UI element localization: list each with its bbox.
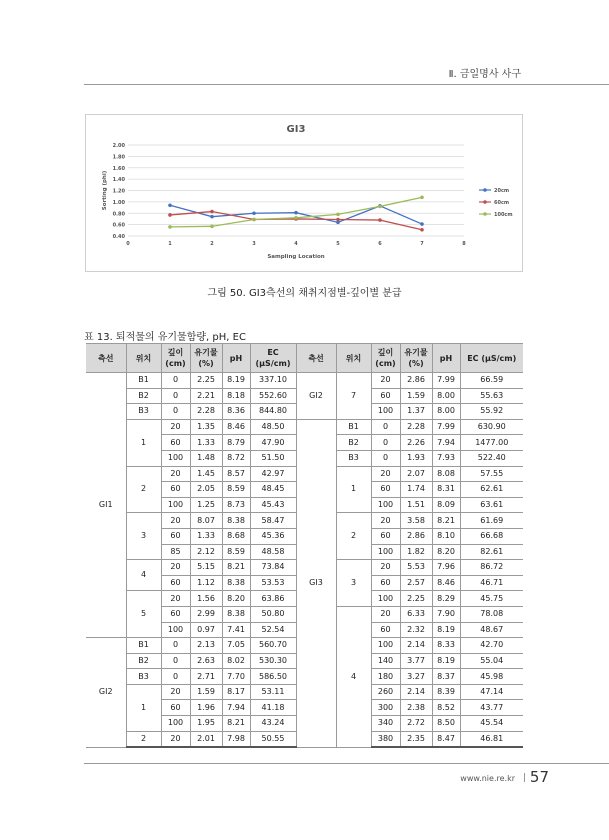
depth-cell: 60 bbox=[371, 575, 400, 591]
depth-cell: 60 bbox=[161, 575, 190, 591]
depth-cell: 100 bbox=[161, 622, 190, 638]
ec-cell: 552.60 bbox=[250, 388, 296, 404]
organic-cell: 1.12 bbox=[190, 575, 222, 591]
position-cell: 3 bbox=[336, 560, 371, 607]
ph-cell: 8.38 bbox=[222, 575, 250, 591]
ec-cell: 73.84 bbox=[250, 560, 296, 576]
depth-cell: 100 bbox=[371, 497, 400, 513]
legend-label: 20cm bbox=[494, 188, 510, 194]
organic-cell: 2.07 bbox=[400, 466, 432, 482]
position-cell: 4 bbox=[126, 560, 161, 591]
depth-cell: 100 bbox=[371, 544, 400, 560]
ec-cell: 50.80 bbox=[250, 606, 296, 622]
organic-cell: 2.26 bbox=[400, 435, 432, 451]
ec-cell: 41.18 bbox=[250, 700, 296, 716]
depth-cell: 60 bbox=[161, 482, 190, 498]
ph-cell: 7.41 bbox=[222, 622, 250, 638]
ec-cell: 53.11 bbox=[250, 684, 296, 700]
organic-cell: 2.38 bbox=[400, 700, 432, 716]
ph-cell: 7.94 bbox=[432, 435, 460, 451]
depth-cell: 0 bbox=[161, 653, 190, 669]
depth-cell: 20 bbox=[161, 419, 190, 435]
ph-cell: 8.00 bbox=[432, 388, 460, 404]
x-tick-label: 6 bbox=[378, 241, 382, 247]
ec-cell: 51.50 bbox=[250, 450, 296, 466]
x-axis-label: Sampling Location bbox=[267, 254, 325, 260]
y-tick-label: 1.60 bbox=[112, 165, 125, 172]
y-tick-label: 1.80 bbox=[112, 154, 125, 161]
data-point-100cm bbox=[252, 218, 256, 222]
position-cell: 4 bbox=[336, 606, 371, 747]
chart-container bbox=[85, 114, 523, 272]
page-number: 57 bbox=[529, 768, 549, 786]
organic-cell: 1.59 bbox=[400, 388, 432, 404]
position-cell: B2 bbox=[126, 653, 161, 669]
y-tick-label: 1.20 bbox=[112, 188, 125, 195]
ec-cell: 630.90 bbox=[460, 419, 523, 435]
x-tick-label: 4 bbox=[294, 241, 298, 247]
header-position: 위치 bbox=[336, 344, 371, 373]
organic-cell: 3.77 bbox=[400, 653, 432, 669]
organic-cell: 2.28 bbox=[190, 404, 222, 420]
depth-cell: 20 bbox=[371, 373, 400, 389]
data-point-60cm bbox=[420, 228, 424, 232]
table-caption: 표 13. 퇴적물의 유기물함량, pH, EC bbox=[84, 332, 246, 343]
depth-cell: 300 bbox=[371, 700, 400, 716]
y-tick-label: 1.00 bbox=[112, 199, 125, 206]
depth-cell: 380 bbox=[371, 731, 400, 747]
ph-cell: 8.73 bbox=[222, 497, 250, 513]
ph-cell: 8.39 bbox=[432, 684, 460, 700]
header-depth: 깊이 (cm) bbox=[161, 344, 190, 373]
ec-cell: 1477.00 bbox=[460, 435, 523, 451]
depth-cell: 20 bbox=[161, 591, 190, 607]
y-tick-label: 0.80 bbox=[112, 211, 125, 218]
ec-cell: 48.45 bbox=[250, 482, 296, 498]
ph-cell: 7.99 bbox=[432, 419, 460, 435]
ph-cell: 8.46 bbox=[432, 575, 460, 591]
data-point-20cm bbox=[294, 211, 298, 215]
table-row bbox=[86, 373, 523, 389]
ec-cell: 48.58 bbox=[250, 544, 296, 560]
depth-cell: 60 bbox=[371, 622, 400, 638]
organic-cell: 1.37 bbox=[400, 404, 432, 420]
header-depth: 깊이 (cm) bbox=[371, 344, 400, 373]
position-cell: 2 bbox=[126, 731, 161, 747]
organic-cell: 1.48 bbox=[190, 450, 222, 466]
depth-cell: 0 bbox=[161, 669, 190, 685]
ph-cell: 7.94 bbox=[222, 700, 250, 716]
sediment-data-table bbox=[86, 343, 523, 748]
organic-cell: 2.86 bbox=[400, 373, 432, 389]
ph-cell: 7.93 bbox=[432, 450, 460, 466]
depth-cell: 0 bbox=[371, 419, 400, 435]
organic-cell: 2.14 bbox=[400, 684, 432, 700]
x-tick-label: 1 bbox=[168, 241, 172, 247]
footer-url: www.nie.re.kr bbox=[460, 774, 515, 783]
position-cell: B1 bbox=[126, 638, 161, 654]
data-point-20cm bbox=[168, 203, 172, 207]
legend-label: 100cm bbox=[494, 212, 513, 218]
ec-cell: 844.80 bbox=[250, 404, 296, 420]
position-cell: 1 bbox=[336, 466, 371, 513]
data-point-20cm bbox=[252, 211, 256, 215]
ph-cell: 8.47 bbox=[432, 731, 460, 747]
ec-cell: 48.67 bbox=[460, 622, 523, 638]
ph-cell: 8.46 bbox=[222, 419, 250, 435]
depth-cell: 60 bbox=[371, 482, 400, 498]
ec-cell: 43.77 bbox=[460, 700, 523, 716]
depth-cell: 20 bbox=[161, 466, 190, 482]
ec-cell: 66.59 bbox=[460, 373, 523, 389]
transect-cell: GI2 bbox=[86, 638, 126, 748]
ec-cell: 55.04 bbox=[460, 653, 523, 669]
ph-cell: 8.57 bbox=[222, 466, 250, 482]
ec-cell: 45.75 bbox=[460, 591, 523, 607]
header-transect: 측선 bbox=[296, 344, 336, 373]
ph-cell: 8.08 bbox=[432, 466, 460, 482]
organic-cell: 8.07 bbox=[190, 513, 222, 529]
legend-marker-60cm bbox=[483, 200, 487, 204]
ph-cell: 7.70 bbox=[222, 669, 250, 685]
legend-marker-100cm bbox=[483, 212, 487, 216]
ph-cell: 8.20 bbox=[432, 544, 460, 560]
depth-cell: 60 bbox=[161, 606, 190, 622]
organic-cell: 2.99 bbox=[190, 606, 222, 622]
footer-separator: | bbox=[522, 773, 526, 783]
depth-cell: 60 bbox=[371, 388, 400, 404]
ph-cell: 8.19 bbox=[222, 373, 250, 389]
organic-cell: 2.01 bbox=[190, 731, 222, 747]
depth-cell: 60 bbox=[161, 435, 190, 451]
ph-cell: 8.52 bbox=[432, 700, 460, 716]
ph-cell: 7.05 bbox=[222, 638, 250, 654]
position-cell: B1 bbox=[126, 373, 161, 389]
ec-cell: 66.68 bbox=[460, 528, 523, 544]
ph-cell: 8.09 bbox=[432, 497, 460, 513]
ec-cell: 45.36 bbox=[250, 528, 296, 544]
position-cell: B3 bbox=[336, 450, 371, 466]
position-cell: 7 bbox=[336, 373, 371, 420]
depth-cell: 100 bbox=[371, 591, 400, 607]
y-axis-label: Sorting (phi) bbox=[102, 170, 108, 211]
ec-cell: 52.54 bbox=[250, 622, 296, 638]
header-ec: EC (μS/cm) bbox=[460, 344, 523, 373]
x-tick-label: 5 bbox=[336, 241, 340, 247]
depth-cell: 0 bbox=[161, 373, 190, 389]
ph-cell: 7.96 bbox=[432, 560, 460, 576]
organic-cell: 2.72 bbox=[400, 716, 432, 732]
chart-title: GI3 bbox=[286, 124, 306, 135]
ph-cell: 8.21 bbox=[432, 513, 460, 529]
depth-cell: 100 bbox=[371, 404, 400, 420]
position-cell: B2 bbox=[336, 435, 371, 451]
position-cell: 5 bbox=[126, 591, 161, 638]
organic-cell: 2.71 bbox=[190, 669, 222, 685]
ec-cell: 58.47 bbox=[250, 513, 296, 529]
data-point-100cm bbox=[168, 225, 172, 229]
header-divider bbox=[84, 84, 609, 85]
organic-cell: 1.59 bbox=[190, 684, 222, 700]
depth-cell: 20 bbox=[371, 513, 400, 529]
section-title: Ⅱ. 금일명사 사구 bbox=[448, 69, 521, 80]
ph-cell: 8.38 bbox=[222, 606, 250, 622]
x-tick-label: 2 bbox=[210, 241, 214, 247]
sorting-line-chart bbox=[86, 115, 522, 271]
data-point-20cm bbox=[420, 222, 424, 226]
depth-cell: 20 bbox=[161, 560, 190, 576]
organic-cell: 2.57 bbox=[400, 575, 432, 591]
organic-cell: 3.58 bbox=[400, 513, 432, 529]
ph-cell: 8.21 bbox=[222, 560, 250, 576]
transect-cell: GI3 bbox=[296, 419, 336, 747]
ec-cell: 46.81 bbox=[460, 731, 523, 747]
position-cell: B2 bbox=[126, 388, 161, 404]
depth-cell: 20 bbox=[161, 684, 190, 700]
organic-cell: 1.35 bbox=[190, 419, 222, 435]
ec-cell: 55.63 bbox=[460, 388, 523, 404]
depth-cell: 180 bbox=[371, 669, 400, 685]
ph-cell: 8.79 bbox=[222, 435, 250, 451]
ec-cell: 47.90 bbox=[250, 435, 296, 451]
y-tick-label: 0.60 bbox=[112, 222, 125, 229]
ph-cell: 8.00 bbox=[432, 404, 460, 420]
ph-cell: 8.10 bbox=[432, 528, 460, 544]
position-cell: 1 bbox=[126, 419, 161, 466]
depth-cell: 140 bbox=[371, 653, 400, 669]
ec-cell: 61.69 bbox=[460, 513, 523, 529]
depth-cell: 60 bbox=[161, 528, 190, 544]
x-tick-label: 8 bbox=[462, 241, 466, 247]
table-header-row bbox=[86, 344, 523, 373]
depth-cell: 100 bbox=[161, 450, 190, 466]
header-position: 위치 bbox=[126, 344, 161, 373]
header-organic: 유기물 (%) bbox=[400, 344, 432, 373]
organic-cell: 2.25 bbox=[190, 373, 222, 389]
depth-cell: 340 bbox=[371, 716, 400, 732]
transect-cell: GI1 bbox=[86, 373, 126, 638]
depth-cell: 0 bbox=[371, 450, 400, 466]
ph-cell: 8.17 bbox=[222, 684, 250, 700]
ec-cell: 45.98 bbox=[460, 669, 523, 685]
position-cell: 2 bbox=[126, 466, 161, 513]
organic-cell: 2.35 bbox=[400, 731, 432, 747]
ph-cell: 8.19 bbox=[432, 622, 460, 638]
position-cell: B1 bbox=[336, 419, 371, 435]
ph-cell: 8.18 bbox=[222, 388, 250, 404]
depth-cell: 60 bbox=[371, 528, 400, 544]
organic-cell: 1.33 bbox=[190, 435, 222, 451]
depth-cell: 0 bbox=[161, 404, 190, 420]
organic-cell: 2.25 bbox=[400, 591, 432, 607]
organic-cell: 0.97 bbox=[190, 622, 222, 638]
ec-cell: 522.40 bbox=[460, 450, 523, 466]
header-ec: EC (μS/cm) bbox=[250, 344, 296, 373]
x-tick-label: 3 bbox=[252, 241, 256, 247]
ec-cell: 47.14 bbox=[460, 684, 523, 700]
ec-cell: 82.61 bbox=[460, 544, 523, 560]
ph-cell: 7.98 bbox=[222, 731, 250, 747]
organic-cell: 1.93 bbox=[400, 450, 432, 466]
header-ph: pH bbox=[432, 344, 460, 373]
organic-cell: 1.51 bbox=[400, 497, 432, 513]
data-point-60cm bbox=[168, 213, 172, 217]
ec-cell: 46.71 bbox=[460, 575, 523, 591]
table-row bbox=[86, 419, 523, 435]
data-point-100cm bbox=[294, 216, 298, 220]
depth-cell: 0 bbox=[161, 388, 190, 404]
header-ph: pH bbox=[222, 344, 250, 373]
ec-cell: 560.70 bbox=[250, 638, 296, 654]
organic-cell: 1.25 bbox=[190, 497, 222, 513]
organic-cell: 5.15 bbox=[190, 560, 222, 576]
data-point-100cm bbox=[210, 225, 214, 229]
transect-cell: GI2 bbox=[296, 373, 336, 420]
ph-cell: 8.50 bbox=[432, 716, 460, 732]
data-point-100cm bbox=[420, 196, 424, 200]
organic-cell: 1.74 bbox=[400, 482, 432, 498]
ph-cell: 8.59 bbox=[222, 544, 250, 560]
depth-cell: 20 bbox=[371, 560, 400, 576]
organic-cell: 1.95 bbox=[190, 716, 222, 732]
ec-cell: 42.70 bbox=[460, 638, 523, 654]
legend-label: 60cm bbox=[494, 200, 510, 206]
ph-cell: 8.21 bbox=[222, 716, 250, 732]
ph-cell: 8.20 bbox=[222, 591, 250, 607]
ph-cell: 8.29 bbox=[432, 591, 460, 607]
ec-cell: 45.54 bbox=[460, 716, 523, 732]
x-tick-label: 0 bbox=[126, 241, 130, 247]
organic-cell: 1.33 bbox=[190, 528, 222, 544]
ph-cell: 8.02 bbox=[222, 653, 250, 669]
ph-cell: 8.31 bbox=[432, 482, 460, 498]
organic-cell: 2.12 bbox=[190, 544, 222, 560]
y-tick-label: 1.40 bbox=[112, 177, 125, 184]
organic-cell: 2.86 bbox=[400, 528, 432, 544]
legend-marker-20cm bbox=[483, 188, 487, 192]
data-point-100cm bbox=[378, 205, 382, 209]
depth-cell: 60 bbox=[161, 700, 190, 716]
depth-cell: 0 bbox=[371, 435, 400, 451]
organic-cell: 3.27 bbox=[400, 669, 432, 685]
y-tick-label: 2.00 bbox=[112, 143, 125, 149]
organic-cell: 6.33 bbox=[400, 606, 432, 622]
data-point-60cm bbox=[336, 218, 340, 222]
ph-cell: 8.19 bbox=[432, 653, 460, 669]
depth-cell: 0 bbox=[161, 638, 190, 654]
organic-cell: 1.96 bbox=[190, 700, 222, 716]
ph-cell: 8.36 bbox=[222, 404, 250, 420]
data-point-20cm bbox=[210, 215, 214, 219]
ec-cell: 50.55 bbox=[250, 731, 296, 747]
ec-cell: 530.30 bbox=[250, 653, 296, 669]
ec-cell: 48.50 bbox=[250, 419, 296, 435]
organic-cell: 5.53 bbox=[400, 560, 432, 576]
ec-cell: 55.92 bbox=[460, 404, 523, 420]
depth-cell: 100 bbox=[161, 497, 190, 513]
ec-cell: 62.61 bbox=[460, 482, 523, 498]
ec-cell: 42.97 bbox=[250, 466, 296, 482]
organic-cell: 1.82 bbox=[400, 544, 432, 560]
ec-cell: 63.61 bbox=[460, 497, 523, 513]
depth-cell: 260 bbox=[371, 684, 400, 700]
position-cell: B3 bbox=[126, 404, 161, 420]
organic-cell: 2.05 bbox=[190, 482, 222, 498]
ph-cell: 8.68 bbox=[222, 528, 250, 544]
depth-cell: 20 bbox=[161, 513, 190, 529]
ec-cell: 586.50 bbox=[250, 669, 296, 685]
ph-cell: 8.38 bbox=[222, 513, 250, 529]
ec-cell: 63.86 bbox=[250, 591, 296, 607]
ec-cell: 43.24 bbox=[250, 716, 296, 732]
x-tick-label: 7 bbox=[420, 241, 424, 247]
ph-cell: 7.90 bbox=[432, 606, 460, 622]
depth-cell: 85 bbox=[161, 544, 190, 560]
depth-cell: 20 bbox=[371, 466, 400, 482]
footer-divider bbox=[84, 763, 609, 764]
header-transect: 측선 bbox=[86, 344, 126, 373]
y-tick-label: 0.40 bbox=[112, 234, 125, 240]
ec-cell: 337.10 bbox=[250, 373, 296, 389]
ph-cell: 8.72 bbox=[222, 450, 250, 466]
ph-cell: 8.33 bbox=[432, 638, 460, 654]
organic-cell: 1.45 bbox=[190, 466, 222, 482]
header-organic: 유기물 (%) bbox=[190, 344, 222, 373]
depth-cell: 100 bbox=[161, 716, 190, 732]
data-point-100cm bbox=[336, 213, 340, 217]
organic-cell: 2.32 bbox=[400, 622, 432, 638]
ph-cell: 8.37 bbox=[432, 669, 460, 685]
ec-cell: 78.08 bbox=[460, 606, 523, 622]
position-cell: B3 bbox=[126, 669, 161, 685]
ph-cell: 7.99 bbox=[432, 373, 460, 389]
depth-cell: 100 bbox=[371, 638, 400, 654]
ec-cell: 53.53 bbox=[250, 575, 296, 591]
ph-cell: 8.59 bbox=[222, 482, 250, 498]
position-cell: 1 bbox=[126, 684, 161, 731]
organic-cell: 2.14 bbox=[400, 638, 432, 654]
depth-cell: 20 bbox=[371, 606, 400, 622]
ec-cell: 86.72 bbox=[460, 560, 523, 576]
position-cell: 3 bbox=[126, 513, 161, 560]
organic-cell: 2.63 bbox=[190, 653, 222, 669]
figure-caption: 그림 50. GI3측선의 채취지점별-깊이별 분급 bbox=[207, 288, 402, 299]
data-point-60cm bbox=[378, 218, 382, 222]
data-point-60cm bbox=[210, 210, 214, 214]
ec-cell: 57.55 bbox=[460, 466, 523, 482]
organic-cell: 2.13 bbox=[190, 638, 222, 654]
ec-cell: 45.43 bbox=[250, 497, 296, 513]
organic-cell: 1.56 bbox=[190, 591, 222, 607]
organic-cell: 2.28 bbox=[400, 419, 432, 435]
depth-cell: 20 bbox=[161, 731, 190, 747]
position-cell: 2 bbox=[336, 513, 371, 560]
organic-cell: 2.21 bbox=[190, 388, 222, 404]
